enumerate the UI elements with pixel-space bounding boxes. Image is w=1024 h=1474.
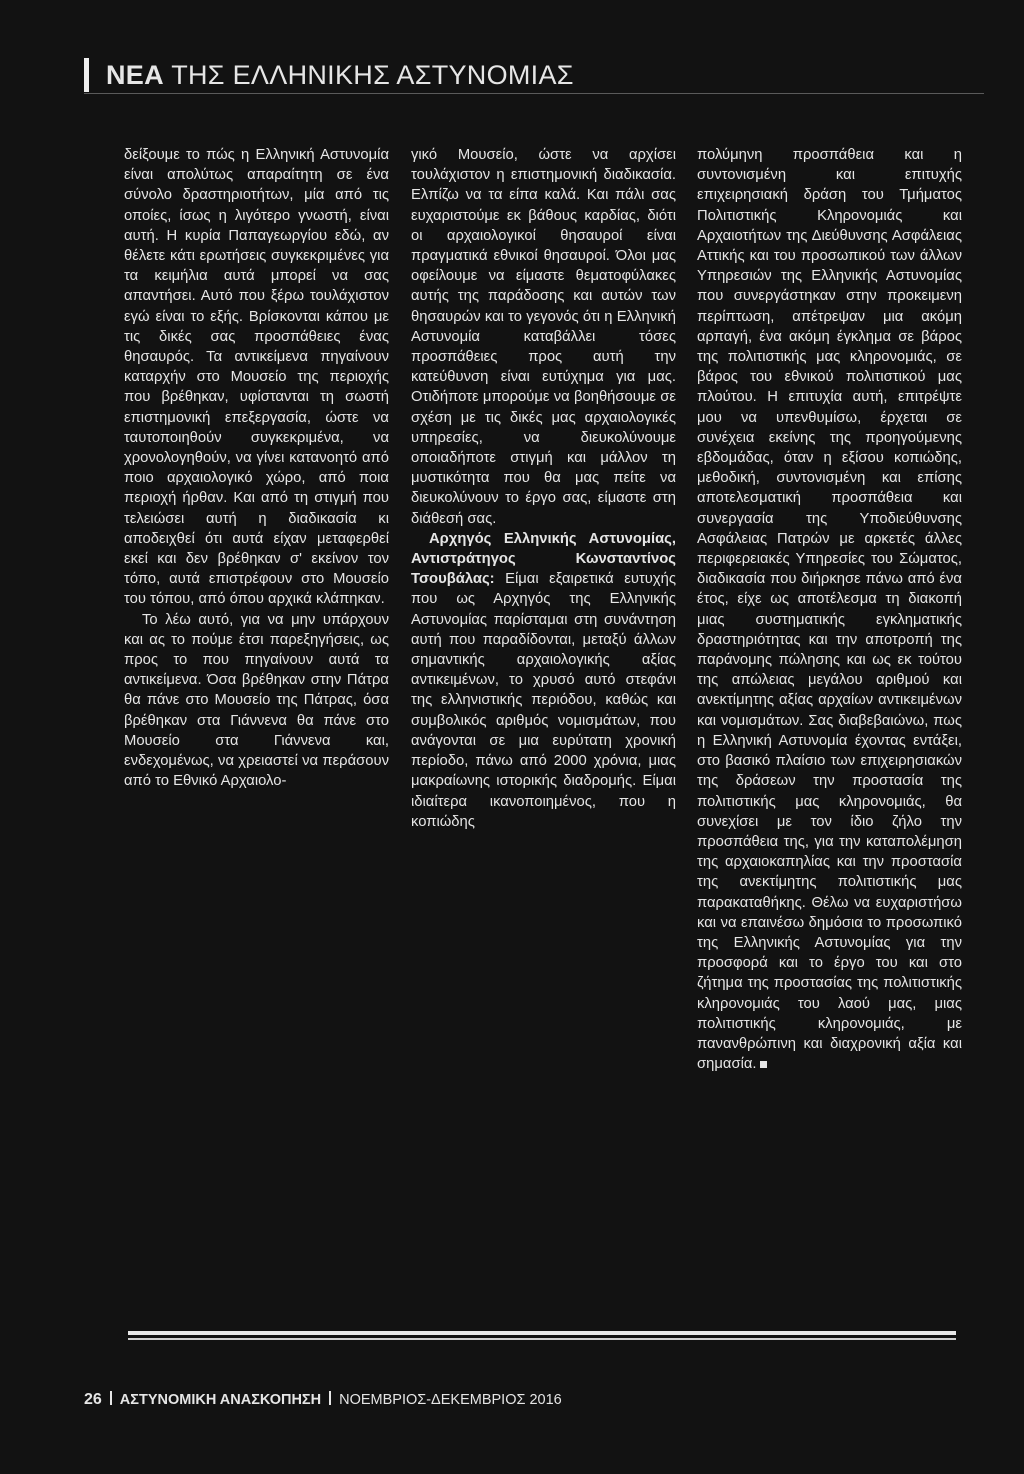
end-mark-icon	[760, 1061, 767, 1068]
bottom-divider-thin	[128, 1338, 956, 1340]
col1-paragraph-1: δείξουμε το πώς η Ελληνική Αστυνομία είναι απολύτως απαραίτητη σε ένα σύνολο δραστηριοτήτων, μία από τις οποίες, ίσως η λιγότερο γνωστή, είναι αυτή. Η κυρία Παπαγεωργίου εδώ, αν θέλετε κάτι ερωτήσεις συγκεκριμένες για τα κειμήλια αυτά μπορεί να σας απαντήσει. Αυτό που ξέρω τουλάχιστον εγώ είναι το εξής. Βρίσκονται κάπου με τις δικές σας προσπάθειες ένας θησαυρός. Τα αντικείμενα πηγαίνουν καταρχήν στο Μουσείο της περιοχής που βρέθηκαν, υφίστανται τη σωστή επιστημονική επεξεργασία, ώστε να ταυτοποιηθούν συγκεκριμένα, να χρονολογηθούν, να γίνει κατανοητό από ποιο αρχαιολογικό χώρο, από ποια περιοχή ήρθαν. Και από τη στιγμή που τελειώσει αυτή η διαδικασία κι αποδειχθεί ότι αυτά είχαν μεταφερθεί εκεί και δεν βρέθηκαν σ' εκείνον τον τόπο, αυτά επιστρέφουν στο Μουσείο του τόπου, από όπου αρχικά κλάπηκαν.	[124, 147, 389, 608]
magazine-title: ΑΣΤΥΝΟΜΙΚΗ ΑΝΑΣΚΟΠΗΣΗ	[119, 1392, 322, 1408]
col3-paragraph-1	[697, 145, 962, 1074]
page-footer	[84, 1391, 562, 1409]
column-3	[697, 145, 962, 1074]
issue-date: ΝΟΕΜΒΡΙΟΣ-ΔΕΚΕΜΒΡΙΟΣ 2016	[339, 1392, 562, 1408]
section-header	[106, 58, 574, 92]
page-number: 26	[84, 1391, 102, 1408]
speaker-name: Αρχηγός Ελληνικής Αστυνομίας, Αντιστράτηγος Κωνσταντίνος Τσουβάλας:	[411, 530, 676, 588]
col1-paragraph-2: Το λέω αυτό, για να μην υπάρχουν και ας το πούμε έτσι παρεξηγήσεις, ως προς το που πηγαίνουν αυτά τα αντικείμενα. Όσα βρέθηκαν στην Πάτρα θα πάνε στο Μουσείο της Πάτρας, όσα βρέθηκαν στα Γιάννενα θα πάνε στο Μουσείο στα Γιάννενα και, ενδεχομένως, να χρειαστεί να περάσουν από το Εθνικό Αρχαιολο-	[124, 611, 389, 790]
header-rest: ΤΗΣ ΕΛΛΗΝΙΚΗΣ ΑΣΤΥΝΟΜΙΑΣ	[163, 60, 574, 90]
col2-paragraph-1: γικό Μουσείο, ώστε να αρχίσει τουλάχιστον η επιστημονική διαδικασία. Ελπίζω να τα είπα καλά. Και πάλι σας ευχαριστούμε εκ βάθους καρδίας, διότι οι αρχαιολογικοί θησαυροί είναι πραγματικά εθνικοί θησαυροί. Όλοι μας οφείλουμε να είμαστε θεματοφύλακες αυτής της παράδοσης και αυτών των θησαυρών και το γεγονός ότι η Ελληνική Αστυνομία καταβάλλει τόσες προσπάθειες προς αυτή την κατεύθυνση είναι ευτύχημα για μας. Οτιδήποτε μπορούμε να βοηθήσουμε σε σχέση με τις δικές μας αρχαιολογικές υπηρεσίες, να διευκολύνουμε οποιαδήποτε στιγμή και μάλλον τη μυστικότητα που θα μας πείτε να διευκολύνουν το έργο σας, είμαστε στη διάθεσή σας.	[411, 147, 676, 527]
column-2	[411, 145, 676, 832]
speaker-text: Είμαι εξαιρετικά ευτυχής που ως Αρχηγός της Ελληνικής Αστυνομίας παρίσταμαι στη συνάντηση αυτή που παραδίδονται, μεταξύ άλλων σημαντικής αρχαιολογικής αξίας αντικειμένων, το χρυσό αυτό στεφάνι της ελληνιστικής περιόδου, καθώς και συμβολικός αριθμός νομισμάτων, που ανάγονται σε μια ευρύτατη χρονική περίοδο, πάνω από 2000 χρόνια, μιας μακραίωνης ιστορικής διαδρομής. Είμαι ιδιαίτερα ικανοποιημένος, που η κοπιώδης	[411, 571, 676, 830]
bottom-divider	[128, 1331, 956, 1335]
header-rule	[84, 93, 984, 94]
column-1	[124, 145, 389, 792]
footer-separator	[329, 1391, 331, 1405]
footer-separator	[110, 1391, 112, 1405]
col2-paragraph-2	[411, 529, 676, 832]
col3-text: πολύμηνη προσπάθεια και η συντονισμένη και επιτυχής επιχειρησιακή δράση του Τμήματος Πολιτιστικής Κληρονομιάς και Αρχαιοτήτων της Διεύθυνσης Ασφάλειας Αττικής και του προσωπικού των άλλων Υπηρεσιών της Ελληνικής Αστυνομίας που συνεργάστηκαν στην προκειμενη περίπτωση, απέτρεψαν μια ακόμη αρπαγή, ένα ακόμη έγκλημα σε βάρος της πολιτιστικής μας κληρονομιάς, σε βάρος του εθνικού πολιτιστικού μας πλούτου. Η επιτυχία αυτή, επιτρέψτε μου να υπενθυμίσω, έρχεται σε συνέχεια εκείνης της προηγούμενης εβδομάδας, όταν η εξίσου κοπιώδης, μεθοδική, συντονισμένη και επίσης αποτελεσματική προσπάθεια και συνεργασία της Υποδιεύθυνσης Ασφάλειας Πατρών με αρκετές άλλες περιφερειακές Υπηρεσίες του Σώματος, διαδικασία που διήρκησε πάνω από ένα έτος, είχε ως αποτέλεσμα τη διακοπή μιας συστηματικής εγκληματικής δραστηριότητας και την αποτροπή της παράνομης πώλησης και ως εκ τούτου της απώλειας μεγάλου αριθμού και ανεκτίμητης αξίας αρχαίων αντικειμένων και νομισμάτων. Σας διαβεβαιώνω, πως η Ελληνική Αστυνομία έχοντας εντάξει, στο βασικό πλαίσιο των επιχειρησιακών της δράσεων την προστασία της πολιτιστικής μας κληρονομιάς, θα συνεχίσει με τον ίδιο ζήλο την προσπάθεια της, για την καταπολέμηση της αρχαιοκαπηλίας και την προστασία της ανεκτίμητης πολιτιστικής μας παρακαταθήκης. Θέλω να ευχαριστήσω και να επαινέσω δημόσια το προσωπικό της Ελληνικής Αστυνομίας για την προσφορά και το έργο του και στο ζήτημα της προστασίας της πολιτιστικής κληρονομιάς του λαού μας, μιας πολιτιστικής κληρονομιάς, με πανανθρώπινη και διαχρονική αξία και σημασία.	[697, 147, 962, 1073]
header-accent-bar	[84, 58, 89, 92]
header-bold: ΝΕΑ	[106, 60, 164, 90]
